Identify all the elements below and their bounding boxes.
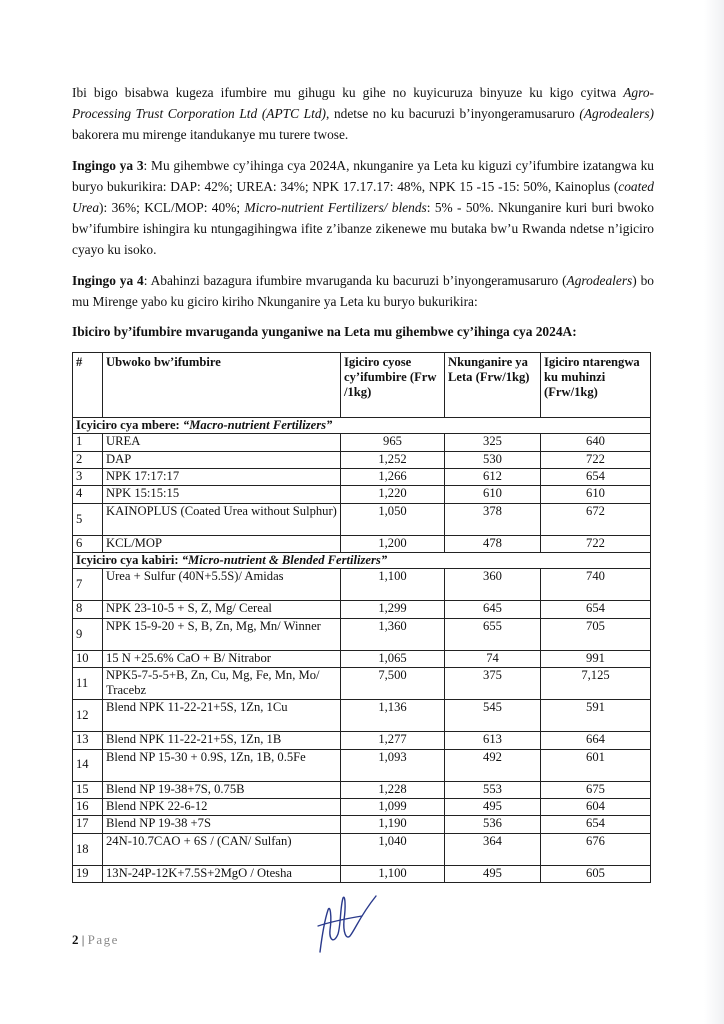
- cell-total-price: 1,228: [341, 781, 445, 798]
- cell-total-price: 1,100: [341, 569, 445, 601]
- cell-subsidy: 495: [445, 865, 541, 882]
- table-row: [73, 749, 651, 781]
- cell-total-price: 1,299: [341, 601, 445, 618]
- cell-farmer-price: 654: [541, 601, 651, 618]
- section-row-micro: [73, 553, 651, 569]
- cell-total-price: 1,099: [341, 798, 445, 815]
- header-farmer-price: Igiciro ntarengwa ku muhinzi (Frw/1kg): [541, 352, 651, 417]
- cell-total-price: 1,200: [341, 535, 445, 552]
- table-row: [73, 569, 651, 601]
- article-4-label: Ingingo ya 4: [72, 273, 144, 289]
- cell-total-price: 1,065: [341, 650, 445, 667]
- cell-total-price: 1,360: [341, 618, 445, 650]
- cell-subsidy: 645: [445, 601, 541, 618]
- cell-number: 13: [73, 732, 103, 749]
- cell-number: 7: [73, 569, 103, 601]
- cell-total-price: 1,136: [341, 700, 445, 732]
- cell-number: 6: [73, 535, 103, 552]
- cell-total-price: 1,277: [341, 732, 445, 749]
- cell-fertilizer-type: NPK 15-9-20 + S, B, Zn, Mg, Mn/ Winner: [103, 618, 341, 650]
- cell-subsidy: 378: [445, 503, 541, 535]
- cell-subsidy: 536: [445, 816, 541, 833]
- table-row: [73, 618, 651, 650]
- cell-subsidy: 360: [445, 569, 541, 601]
- cell-subsidy: 655: [445, 618, 541, 650]
- page-footer: [72, 932, 119, 948]
- cell-total-price: 1,100: [341, 865, 445, 882]
- cell-number: 8: [73, 601, 103, 618]
- cell-fertilizer-type: NPK 17:17:17: [103, 468, 341, 485]
- table-row: [73, 535, 651, 552]
- cell-total-price: 965: [341, 434, 445, 451]
- table-row: [73, 798, 651, 815]
- cell-total-price: 1,093: [341, 749, 445, 781]
- cell-number: 16: [73, 798, 103, 815]
- cell-subsidy: 613: [445, 732, 541, 749]
- header-subsidy: Nkunganire ya Leta (Frw/1kg): [445, 352, 541, 417]
- cell-fertilizer-type: Blend NPK 11-22-21+5S, 1Zn, 1Cu: [103, 700, 341, 732]
- table-row: [73, 468, 651, 485]
- cell-number: 15: [73, 781, 103, 798]
- cell-number: 4: [73, 486, 103, 503]
- header-total-price: Igiciro cyose cy’ifumbire (Frw /1kg): [341, 352, 445, 417]
- table-row: [73, 700, 651, 732]
- cell-fertilizer-type: Blend NP 19-38 +7S: [103, 816, 341, 833]
- article-3-label: Ingingo ya 3: [72, 158, 144, 174]
- table-row: [73, 816, 651, 833]
- cell-subsidy: 553: [445, 781, 541, 798]
- cell-farmer-price: 672: [541, 503, 651, 535]
- cell-number: 3: [73, 468, 103, 485]
- cell-farmer-price: 605: [541, 865, 651, 882]
- cell-farmer-price: 676: [541, 833, 651, 865]
- cell-total-price: 1,220: [341, 486, 445, 503]
- table-row: [73, 668, 651, 700]
- cell-farmer-price: 722: [541, 451, 651, 468]
- table-row: [73, 732, 651, 749]
- table-row: [73, 781, 651, 798]
- cell-subsidy: 375: [445, 668, 541, 700]
- cell-total-price: 1,050: [341, 503, 445, 535]
- cell-farmer-price: 604: [541, 798, 651, 815]
- cell-fertilizer-type: Blend NP 19-38+7S, 0.75B: [103, 781, 341, 798]
- cell-fertilizer-type: Urea + Sulfur (40N+5.5S)/ Amidas: [103, 569, 341, 601]
- table-row: [73, 503, 651, 535]
- table-row: [73, 865, 651, 882]
- fertilizer-price-table: [72, 352, 651, 883]
- cell-subsidy: 612: [445, 468, 541, 485]
- section-row-macro: [73, 417, 651, 433]
- cell-fertilizer-type: NPK 23-10-5 + S, Z, Mg/ Cereal: [103, 601, 341, 618]
- cell-subsidy: 325: [445, 434, 541, 451]
- cell-number: 17: [73, 816, 103, 833]
- cell-farmer-price: 675: [541, 781, 651, 798]
- cell-farmer-price: 654: [541, 816, 651, 833]
- cell-total-price: 1,040: [341, 833, 445, 865]
- cell-farmer-price: 591: [541, 700, 651, 732]
- table-row: [73, 833, 651, 865]
- table-row: [73, 451, 651, 468]
- header-type: Ubwoko bw’ifumbire: [103, 352, 341, 417]
- cell-fertilizer-type: UREA: [103, 434, 341, 451]
- cell-farmer-price: 740: [541, 569, 651, 601]
- cell-fertilizer-type: 15 N +25.6% CaO + B/ Nitrabor: [103, 650, 341, 667]
- cell-fertilizer-type: NPK 15:15:15: [103, 486, 341, 503]
- cell-farmer-price: 610: [541, 486, 651, 503]
- cell-number: 9: [73, 618, 103, 650]
- cell-fertilizer-type: KAINOPLUS (Coated Urea without Sulphur): [103, 503, 341, 535]
- cell-subsidy: 364: [445, 833, 541, 865]
- page-label: Page: [87, 932, 119, 947]
- cell-subsidy: 545: [445, 700, 541, 732]
- cell-fertilizer-type: DAP: [103, 451, 341, 468]
- cell-fertilizer-type: 13N-24P-12K+7.5S+2MgO / Otesha: [103, 865, 341, 882]
- cell-farmer-price: 664: [541, 732, 651, 749]
- cell-subsidy: 495: [445, 798, 541, 815]
- cell-total-price: 1,266: [341, 468, 445, 485]
- cell-fertilizer-type: 24N-10.7CAO + 6S / (CAN/ Sulfan): [103, 833, 341, 865]
- table-title: Ibiciro by’ifumbire mvaruganda yunganiwe na Leta mu gihembwe cy’ihinga cya 2024A:: [72, 323, 577, 339]
- cell-fertilizer-type: Blend NPK 22-6-12: [103, 798, 341, 815]
- cell-number: 2: [73, 451, 103, 468]
- cell-number: 11: [73, 668, 103, 700]
- cell-number: 5: [73, 503, 103, 535]
- cell-number: 10: [73, 650, 103, 667]
- section-macro-label: Icyiciro cya mbere: “Macro-nutrient Fertilizers”: [73, 417, 651, 433]
- intro-paragraph: Ibi bigo bisabwa kugeza ifumbire mu gihugu ku gihe no kuyicuruza binyuze ku kigo cyitwa Agro-Processing Trust Corporation Ltd (APTC Ltd), ndetse no ku bacuruzi b’inyongeramusaruro (Agrodealers) bakorera mu mirenge itandukanye mu turere twose.: [72, 85, 654, 142]
- cell-total-price: 7,500: [341, 668, 445, 700]
- signature: [310, 886, 380, 956]
- table-row: [73, 434, 651, 451]
- cell-number: 18: [73, 833, 103, 865]
- cell-total-price: 1,252: [341, 451, 445, 468]
- table-row: [73, 650, 651, 667]
- article-3-paragraph: Ingingo ya 3: Mu gihembwe cy’ihinga cya 2024A, nkunganire ya Leta ku kiguzi cy’ifumbire izatangwa ku buryo bukurikira: DAP: 42%; UREA: 34%; NPK 17.17.17: 48%, NPK 15 -15 -15: 50%, Kainoplus (coated Urea): 36%; KCL/MOP: 40%; Micro-nutrient Fertilizers/ blends: 5% - 50%. Nkunganire kuri buri bwoko bw’ifumbire ishingira ku ntungagihingwa ifite z’ibanze zikenewe mu butaka bw’u Rwanda ndetse n’igiciro cyayo ku isoko.: [72, 158, 654, 257]
- cell-farmer-price: 722: [541, 535, 651, 552]
- cell-subsidy: 492: [445, 749, 541, 781]
- table-header-row: [73, 352, 651, 417]
- cell-farmer-price: 654: [541, 468, 651, 485]
- cell-fertilizer-type: Blend NP 15-30 + 0.9S, 1Zn, 1B, 0.5Fe: [103, 749, 341, 781]
- cell-subsidy: 74: [445, 650, 541, 667]
- page-number: 2: [72, 932, 79, 947]
- section-micro-label: Icyiciro cya kabiri: “Micro-nutrient & Blended Fertilizers”: [73, 553, 651, 569]
- cell-subsidy: 530: [445, 451, 541, 468]
- cell-fertilizer-type: Blend NPK 11-22-21+5S, 1Zn, 1B: [103, 732, 341, 749]
- header-number: #: [73, 352, 103, 417]
- cell-number: 12: [73, 700, 103, 732]
- cell-fertilizer-type: NPK5-7-5-5+B, Zn, Cu, Mg, Fe, Mn, Mo/ Tracebz: [103, 668, 341, 700]
- cell-subsidy: 610: [445, 486, 541, 503]
- cell-number: 19: [73, 865, 103, 882]
- table-row: [73, 601, 651, 618]
- cell-total-price: 1,190: [341, 816, 445, 833]
- document-page: [72, 83, 654, 883]
- cell-farmer-price: 640: [541, 434, 651, 451]
- footer-separator: |: [81, 932, 85, 947]
- cell-farmer-price: 991: [541, 650, 651, 667]
- cell-subsidy: 478: [445, 535, 541, 552]
- cell-farmer-price: 601: [541, 749, 651, 781]
- cell-farmer-price: 705: [541, 618, 651, 650]
- scan-edge: [704, 0, 724, 1024]
- cell-fertilizer-type: KCL/MOP: [103, 535, 341, 552]
- article-4-paragraph: Ingingo ya 4: Abahinzi bazagura ifumbire mvaruganda ku bacuruzi b’inyongeramusaruro (Agrodealers) bo mu Mirenge yabo ku giciro kiriho Nkunganire ya Leta ku buryo bukurikira:: [72, 273, 654, 310]
- cell-number: 1: [73, 434, 103, 451]
- table-row: [73, 486, 651, 503]
- cell-number: 14: [73, 749, 103, 781]
- cell-farmer-price: 7,125: [541, 668, 651, 700]
